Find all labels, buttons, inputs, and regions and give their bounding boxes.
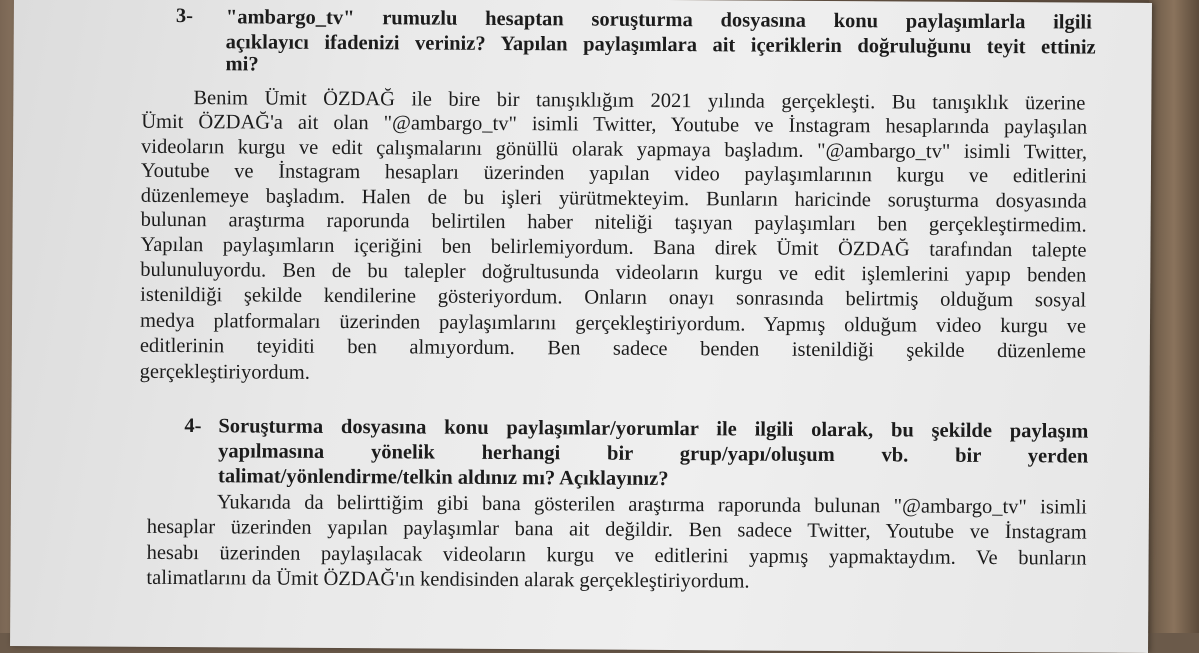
document-page (10, 0, 1152, 653)
answer-4-line-1: Yukarıda da belirttiğim gibi bana gösterilen araştırma raporunda bulunan "@ambargo_tv" isimli (216, 491, 1087, 519)
answer-3-line-8: bulunuluyordu. Ben de bu talepler doğrultusunda videoların kurgu ve edit işlemlerini yapıp benden (140, 258, 1087, 287)
answer-3-line-10: medya platformaları üzerinden paylaşımlarını gerçekleştiriyordum. Yapmış olduğum video kurgu ve (139, 309, 1087, 338)
answer-3-line-12: gerçekleştiriyordum. (139, 360, 310, 384)
answer-4-line-2: hesaplar üzerinden yapılan paylaşımlar bana ait değildir. Ben sadece Twitter, Youtube ve İnstagram (146, 515, 1087, 544)
question-3-number: 3- (175, 4, 194, 28)
question-3-line-1: "ambargo_tv" rumuzlu hesaptan soruşturma dosyasına konu paylaşımlarla ilgili (225, 6, 1092, 34)
answer-4-line-3: hesabı üzerinden paylaşılacak videoların kurgu ve editlerini yapmış yapmaktaydım. Ve bunların (146, 541, 1087, 570)
answer-4-line-4: talimatlarını da Ümit ÖZDAĞ'ın kendisinden alarak gerçekleştiriyordum. (146, 566, 750, 593)
question-4-line-3: talimat/yönlendirme/telkin aldınız mı? Açıklayınız? (218, 465, 669, 491)
answer-3-line-9: istenildiği şekilde kendilerine gösteriyordum. Onların onayı sonrasında belirtmiş olduğum sosyal (140, 283, 1087, 312)
answer-3-line-2: Ümit ÖZDAĞ'a ait olan "@ambargo_tv" isimli Twitter, Youtube ve İnstagram hesaplarında paylaşılan (141, 110, 1088, 139)
answer-3-line-1: Benim Ümit ÖZDAĞ ile bire bir tanışıklığım 2021 yılında gerçekleşti. Bu tanışıklık üzerine (193, 87, 1086, 115)
desk-edge (1149, 0, 1199, 633)
answer-3-line-7: Yapılan paylaşımların içeriğini ben belirlemiyordum. Bana direk Ümit ÖZDAĞ tarafından talepte (140, 233, 1087, 262)
question-3-line-3: mi? (225, 53, 259, 76)
question-4-number: 4- (184, 415, 202, 438)
answer-3-line-11: editlerinin teyiditi ben almıyordum. Ben sadece benden istenildiği şekilde düzenleme (139, 334, 1086, 363)
answer-3-line-3: videoların kurgu ve edit çalışmalarını gönüllü olarak yapmaya başladım. "@ambargo_tv" isimli Twitter, (141, 135, 1088, 164)
question-4-line-1: Soruşturma dosyasına konu paylaşımlar/yorumlar ile ilgili olarak, bu şekilde paylaşım (218, 415, 1089, 443)
answer-3-line-4: Youtube ve İnstagram hesapları üzerinden yapılan video paylaşımlarının kurgu ve editlerini (140, 159, 1087, 188)
answer-3-line-5: düzenlemeye başladım. Halen de bu işleri yürütmekteyim. Bunların haricinde soruşturma dosyasında (140, 184, 1087, 213)
question-4-line-2: yapılmasına yönelik herhangi bir grup/yapı/oluşum vb. bir yerden (218, 440, 1089, 468)
question-3-line-2: açıklayıcı ifadenizi veriniz? Yapılan paylaşımlara ait içeriklerin doğruluğunu teyit ettiniz (225, 31, 1096, 59)
answer-3-line-6: bulunan araştırma raporunda belirtilen haber niteliği taşıyan paylaşımları ben gerçekleştirmedim. (140, 208, 1087, 237)
